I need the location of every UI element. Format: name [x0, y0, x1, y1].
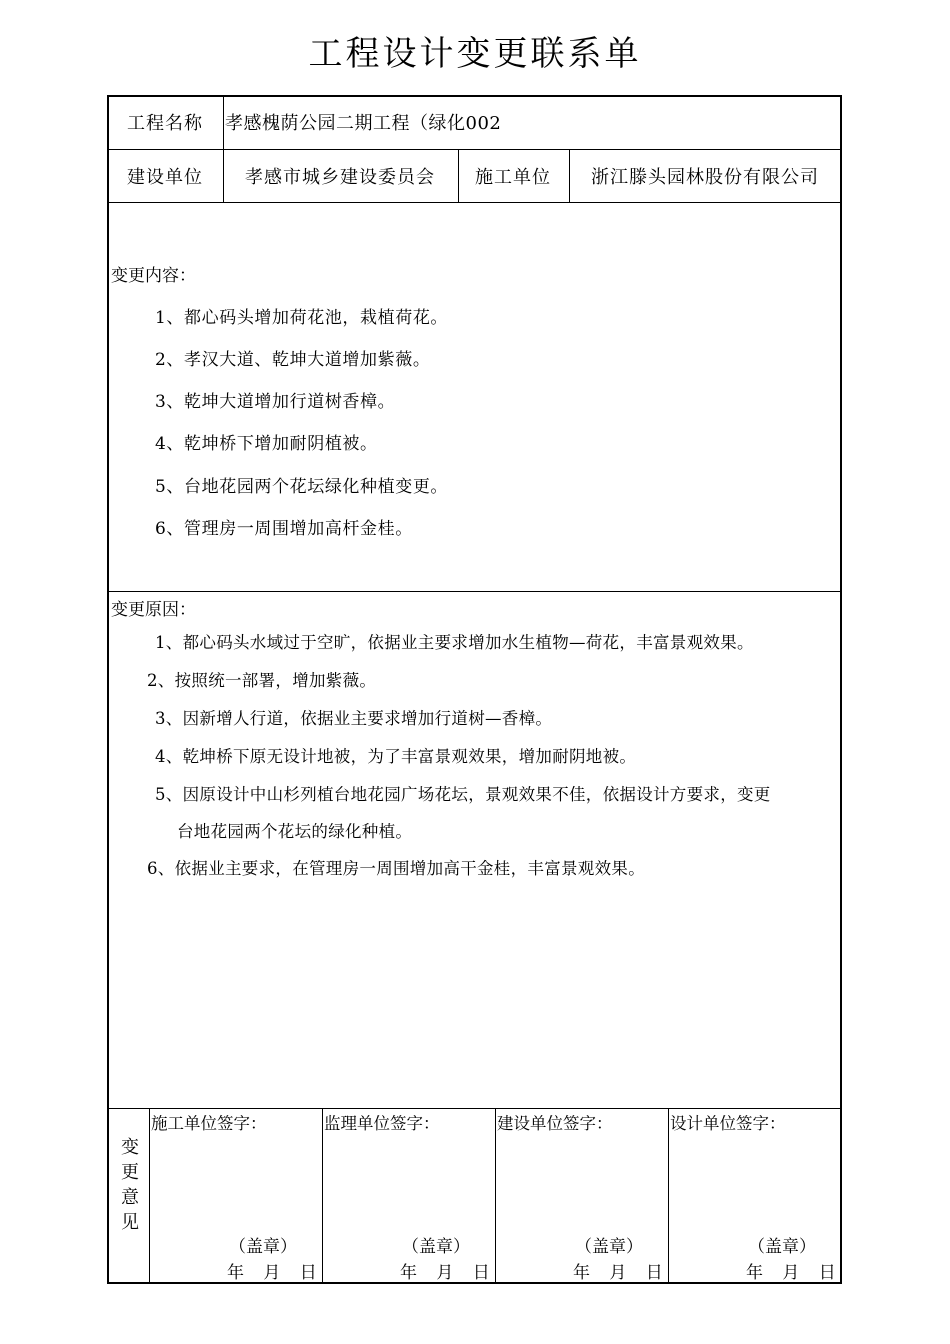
signature-date: 年 月 日	[746, 1263, 836, 1283]
reason-line: 1、都心码头水域过于空旷，依据业主要求增加水生植物—荷花，丰富景观效果。	[155, 633, 754, 652]
seal-text: （盖章）	[748, 1237, 816, 1257]
signature-label: 施工单位签字：	[151, 1114, 267, 1133]
reason-line: 2、按照统一部署，增加紫薇。	[147, 671, 377, 690]
signature-label: 建设单位签字：	[497, 1114, 613, 1133]
seal-text: （盖章）	[402, 1237, 470, 1257]
change-item: 1、都心码头增加荷花池，栽植荷花。	[155, 308, 449, 328]
column-divider	[223, 97, 224, 202]
signature-builder	[497, 1108, 668, 1284]
reason-line: 台地花园两个花坛的绿化种植。	[177, 822, 413, 841]
builder-label: 建设单位	[127, 167, 203, 188]
page-title: 工程设计变更联系单	[308, 34, 642, 74]
project-name-label: 工程名称	[127, 113, 203, 134]
change-form-table	[107, 95, 842, 1284]
change-item: 5、台地花园两个花坛绿化种植变更。	[155, 477, 449, 497]
column-divider	[495, 1108, 496, 1284]
column-divider	[569, 149, 570, 202]
reason-line: 3、因新增人行道，依据业主要求增加行道树—香樟。	[155, 709, 553, 728]
change-item: 4、乾坤桥下增加耐阴植被。	[155, 434, 378, 454]
contractor-value: 浙江滕头园林股份有限公司	[591, 167, 819, 188]
column-divider	[458, 149, 459, 202]
change-item: 6、管理房一周围增加高杆金桂。	[155, 519, 413, 539]
signature-designer	[670, 1108, 842, 1284]
change-content-label: 变更内容：	[111, 266, 196, 286]
row-divider	[109, 202, 840, 203]
seal-text: （盖章）	[575, 1237, 643, 1257]
reason-line: 4、乾坤桥下原无设计地被，为了丰富景观效果，增加耐阴地被。	[155, 747, 637, 766]
seal-text: （盖章）	[229, 1237, 297, 1257]
change-item: 3、乾坤大道增加行道树香樟。	[155, 392, 396, 412]
change-item: 2、孝汉大道、乾坤大道增加紫薇。	[155, 350, 431, 370]
signature-contractor	[151, 1108, 322, 1284]
reason-line: 5、因原设计中山杉列植台地花园广场花坛，景观效果不佳，依据设计方要求，变更	[155, 785, 771, 804]
signature-supervisor	[324, 1108, 495, 1284]
signature-label: 监理单位签字：	[324, 1114, 440, 1133]
change-opinion-label: 变更意见	[121, 1137, 139, 1233]
contractor-label: 施工单位	[475, 167, 551, 188]
column-divider	[668, 1108, 669, 1284]
project-name-value: 孝感槐荫公园二期工程（绿化002	[225, 113, 502, 134]
column-divider	[322, 1108, 323, 1284]
signature-date: 年 月 日	[400, 1263, 490, 1283]
change-reason-label: 变更原因：	[111, 600, 196, 620]
reason-line: 6、依据业主要求，在管理房一周围增加高干金桂，丰富景观效果。	[147, 859, 645, 878]
row-divider	[109, 149, 840, 150]
signature-date: 年 月 日	[227, 1263, 317, 1283]
signature-label: 设计单位签字：	[670, 1114, 786, 1133]
builder-value: 孝感市城乡建设委员会	[245, 167, 435, 188]
signature-date: 年 月 日	[573, 1263, 663, 1283]
column-divider	[149, 1108, 150, 1284]
section-divider	[109, 591, 840, 592]
